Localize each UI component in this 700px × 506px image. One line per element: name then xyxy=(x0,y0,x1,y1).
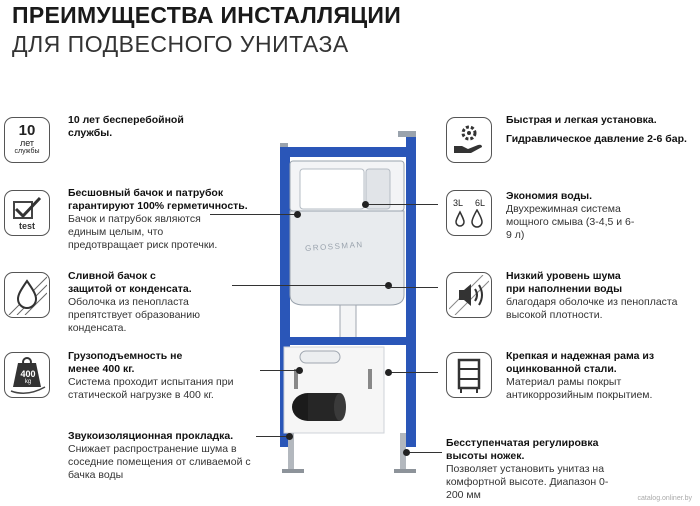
feature-heading: Грузоподъемность не менее 400 кг. xyxy=(68,350,183,375)
page-title: ПРЕИМУЩЕСТВА ИНСТАЛЛЯЦИИ xyxy=(12,2,402,28)
weight-unit: kg xyxy=(24,379,32,385)
leader-line xyxy=(388,372,438,373)
feature-text: Материал рамы покрыт антикоррозийным покрытием. xyxy=(506,376,653,401)
leader-line xyxy=(256,436,290,437)
feature-easy-install xyxy=(506,114,698,146)
feature-text: Гидравлическое давление 2-6 бар. xyxy=(506,133,687,145)
frame-icon xyxy=(446,352,492,398)
ten-years-icon: 10 лет службы xyxy=(4,117,50,163)
feature-text: Бачок и патрубок являются единым целым, что предотвращает риск протечки. xyxy=(68,213,218,251)
feature-heading: Бесшовный бачок и патрубок гарантируют 100% герметичность. xyxy=(68,187,248,212)
feature-text: Система проходит испытания при статической нагрузке в 400 кг. xyxy=(68,376,234,401)
feature-heading: Сливной бачок с защитой от конденсата. xyxy=(68,270,192,295)
feature-text: Позволяет установить унитаз на комфортной высоте. Диапазон 0-200 мм xyxy=(446,463,609,501)
watermark: catalog.onliner.by xyxy=(637,495,692,502)
callout-dot xyxy=(296,367,303,374)
feature-steel-frame xyxy=(506,350,696,402)
feature-heading: Крепкая и надежная рама из оцинкованной стали. xyxy=(506,350,655,375)
callout-dot xyxy=(286,433,293,440)
leader-line xyxy=(210,214,298,215)
small-flush-label: 3L xyxy=(452,197,463,208)
feature-heading: Быстрая и легкая установка. xyxy=(506,114,657,126)
leader-line xyxy=(260,370,300,371)
feature-heading: Экономия воды. xyxy=(506,190,593,202)
feature-low-noise xyxy=(506,270,696,322)
feature-heading: Звукоизоляционная прокладка. xyxy=(68,430,234,442)
feature-seamless-tank xyxy=(68,187,264,252)
installation-frame-illustration xyxy=(270,125,430,495)
feature-leg-adjustment xyxy=(446,437,636,502)
feature-load-capacity xyxy=(68,350,254,402)
feature-text: Оболочка из пенопласта препятствует образованию конденсата. xyxy=(68,296,200,334)
callout-dot xyxy=(362,201,369,208)
callout-dot xyxy=(294,211,301,218)
feature-heading: Бесступенчатая регулировка высоты ножек. xyxy=(446,437,599,462)
callout-dot xyxy=(403,449,410,456)
feature-text: Снижает распространение шума в соседние помещения от сливаемой с бачка воды xyxy=(68,443,251,481)
feature-sound-pad xyxy=(68,430,278,482)
feature-heading: Низкий уровень шума при наполнении воды xyxy=(506,270,623,295)
water-saving-icon xyxy=(446,190,492,236)
leader-line xyxy=(408,452,442,453)
feature-water-saving xyxy=(506,190,656,242)
brand-label: GROSSMAN xyxy=(304,239,364,254)
leader-line xyxy=(366,204,438,205)
feature-service-life xyxy=(68,114,210,140)
feature-heading: 10 лет бесперебойной службы. xyxy=(68,114,184,139)
condensation-drop-icon xyxy=(4,272,50,318)
callout-dot xyxy=(385,369,392,376)
feature-condensation xyxy=(68,270,218,335)
feature-text: Двухрежимная система мощного смыва (3-4,5 и 6-9 л) xyxy=(506,203,635,241)
weight-label: 400 xyxy=(20,369,36,379)
leader-line xyxy=(232,285,388,286)
leader-line xyxy=(386,287,438,288)
feature-text: благодаря оболочке из пенопласта высокой плотности. xyxy=(506,296,678,321)
speaker-noise-icon xyxy=(446,272,492,318)
large-flush-label: 6L xyxy=(474,197,485,208)
page-subtitle: ДЛЯ ПОДВЕСНОГО УНИТАЗА xyxy=(12,31,349,57)
easy-install-icon xyxy=(446,117,492,163)
checkmark-test-icon: test xyxy=(4,190,50,236)
